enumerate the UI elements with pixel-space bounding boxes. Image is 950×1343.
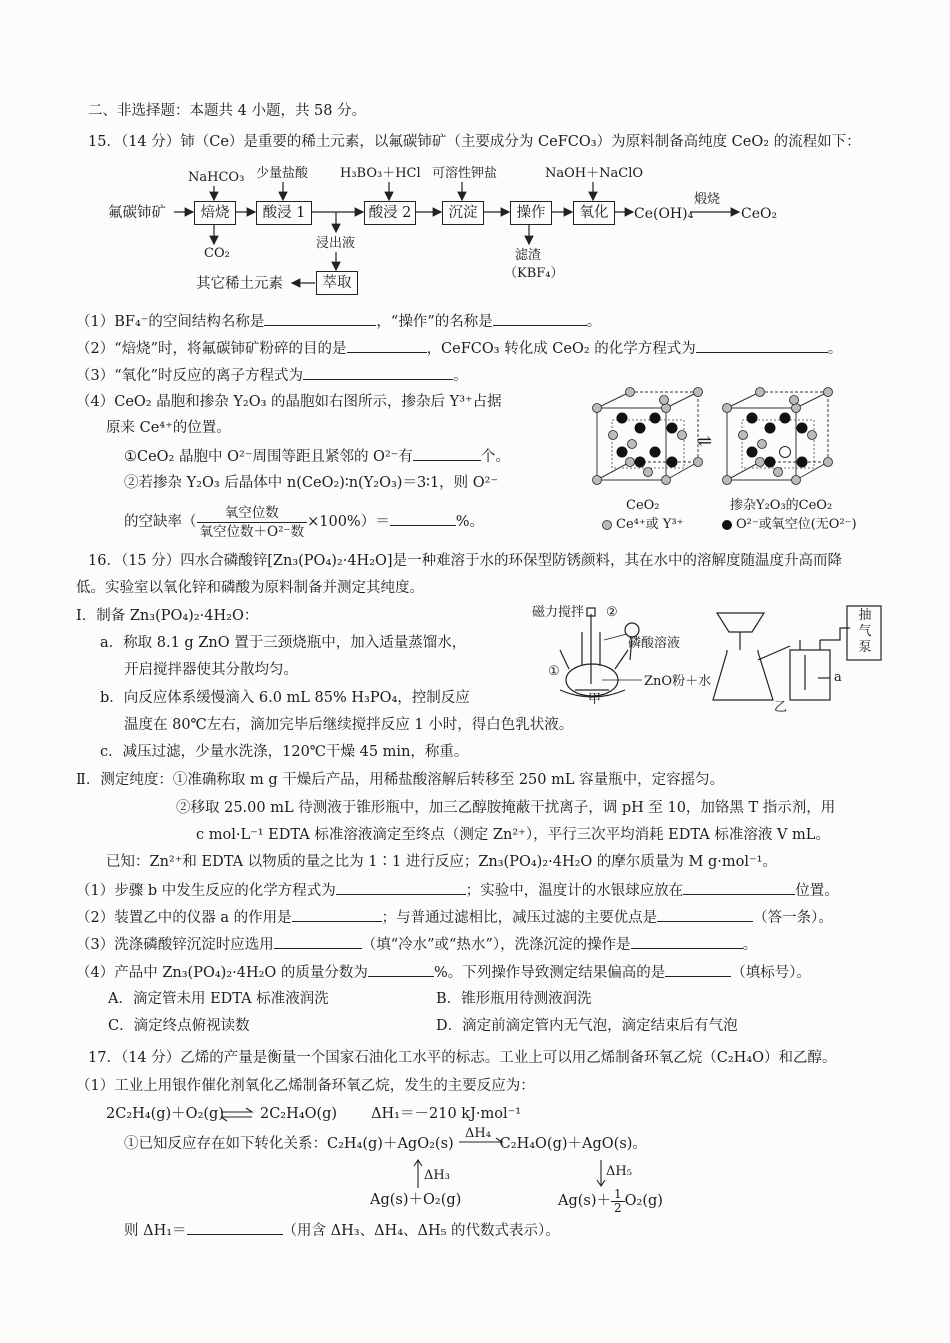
q16-part2-line1: Ⅱ．测定纯度：①准确称取 m g 干燥后产品，用稀盐酸溶解后转移至 250 mL 容量瓶中，定容摇匀。	[76, 772, 725, 788]
q15-p2: （2）“焙烧”时，将氟碳铈矿粉碎的目的是 ，CeFCO₃ 转化成 CeO₂ 的化学方程式为 。	[76, 338, 842, 359]
q17-ag2: Ag(s)＋ $\frac{1}{2}$ O₂(g)	[558, 1186, 663, 1215]
q16-step-b1: b．向反应体系缓慢滴入 6.0 mL 85% H₃PO₄，控制反应	[100, 690, 470, 706]
option-a[interactable]: A．滴定管未用 EDTA 标准液润洗	[108, 991, 329, 1007]
q15-p1: （1）BF₄⁻的空间结构名称是 ，“操作”的名称是 。	[76, 311, 601, 332]
q16-p4: （4）产品中 Zn₃(PO₄)₂·4H₂O 的质量分数为 %。下列操作导致测定结果偏高的是 （填标号）。	[76, 962, 811, 983]
box-operation: 操作	[510, 201, 552, 225]
q17-eq: 2C₂H₄(g)＋O₂(g) 2C₂H₄O(g) ΔH₁＝－210 kJ·mol⁻¹	[106, 1106, 522, 1122]
flow-ceo2: CeO₂	[741, 206, 778, 222]
option-b[interactable]: B．锥形瓶用待测液润洗	[436, 991, 592, 1007]
legend-ce: Ce⁴⁺或 Y³⁺	[616, 517, 684, 532]
q16-known: 已知：Zn²⁺和 EDTA 以物质的量之比为 1∶1 进行反应；Zn₃(PO₄)₂·4H₂O 的摩尔质量为 M g·mol⁻¹。	[106, 854, 777, 870]
blank-q17-1[interactable]	[187, 1220, 283, 1235]
reagent-h3bo3: H₃BO₃＋HCl	[340, 166, 421, 181]
q16-p3: （3）洗涤磷酸锌沉淀时应选用 （填“冷水”或“热水”），洗涤沉淀的操作是 。	[76, 934, 757, 955]
flow-calcine: 煅烧	[694, 192, 721, 207]
q15-p4c: ①CeO₂ 晶胞中 O²⁻周围等距且紧邻的 O²⁻有 个。	[124, 446, 510, 467]
reagent-hcl-small: 少量盐酸	[256, 166, 309, 181]
app-stir: 磁力搅拌	[532, 605, 585, 620]
app-pump: 抽气泵	[858, 608, 872, 655]
flow-residue: 滤渣	[515, 248, 542, 263]
vacancy-fraction: $\frac{\text{氧空位数}}{\text{氧空位数＋O²⁻数}}$	[197, 504, 308, 541]
q16-step-a1: a．称取 8.1 g ZnO 置于三颈烧瓶中，加入适量蒸馏水，	[100, 635, 467, 651]
box-extract: 萃取	[316, 271, 358, 295]
q16-intro1: 16．（15 分）四水合磷酸锌[Zn₃(PO₄)₂·4H₂O]是一种难溶于水的环保型防锈颜料，其在水中的溶解度随温度升高而降	[88, 553, 843, 569]
flow-start: 氟碳铈矿	[108, 205, 166, 221]
q15-p4b: 原来 Ce⁴⁺的位置。	[106, 420, 231, 436]
flow-leachate: 浸出液	[316, 236, 356, 251]
q17-dh3: ΔH₃	[424, 1168, 450, 1183]
q17-dh5: ΔH₅	[606, 1164, 632, 1179]
equilibrium-arrow: ⇌	[697, 431, 713, 452]
crystal-right-label: 掺杂Y₂O₃的CeO₂	[730, 498, 833, 513]
q16-step-c: c．减压过滤，少量水洗涤，120℃干燥 45 min，称重。	[100, 744, 469, 760]
q16-intro2: 低。实验室以氧化锌和磷酸为原料制备并测定其纯度。	[76, 580, 424, 596]
box-precip: 沉淀	[442, 201, 484, 225]
flow-ceoh4: Ce(OH)₄	[634, 206, 694, 222]
box-leach1: 酸浸 1	[256, 201, 312, 225]
q17-ag1: Ag(s)＋O₂(g)	[370, 1192, 462, 1208]
reagent-naoh: NaOH＋NaClO	[545, 166, 644, 181]
q16-part2-line2: ②移取 25.00 mL 待测液于锥形瓶中，加三乙醇胺掩蔽干扰离子，调 pH 至 10，加铬黑 T 指示剂，用	[176, 800, 836, 816]
q16-part2-line3: c mol·L⁻¹ EDTA 标准溶液滴定至终点（测定 Zn²⁺），平行三次平均消耗 EDTA 标准溶液 V mL。	[196, 827, 830, 843]
option-c[interactable]: C．滴定终点俯视读数	[108, 1018, 250, 1034]
q17-c1: ①已知反应存在如下转化关系：C₂H₄(g)＋AgO₂(s) C₂H₄O(g)＋AgO(s)。	[124, 1136, 647, 1152]
q15-p4a: （4）CeO₂ 晶胞和掺杂 Y₂O₃ 的晶胞如右图所示，掺杂后 Y³⁺占据	[76, 394, 502, 410]
app-n2: ②	[606, 605, 618, 620]
app-jia: 甲	[588, 692, 602, 707]
q16-step-b2: 温度在 80℃左右，滴加完毕后继续搅拌反应 1 小时，得白色乳状液。	[124, 717, 574, 733]
app-acid: 磷酸溶液	[628, 636, 681, 651]
app-zno: ZnO粉＋水	[644, 674, 712, 689]
flow-residue-kbf4: （KBF₄）	[504, 266, 564, 281]
crystal-left-label: CeO₂	[626, 498, 660, 513]
q16-p2: （2）装置乙中的仪器 a 的作用是 ；与普通过滤相比，减压过滤的主要优点是 （答一条）。	[76, 907, 833, 928]
section-header: 二、非选择题：本题共 4 小题，共 58 分。	[88, 103, 367, 119]
app-a: a	[834, 670, 842, 685]
q17-p1: （1）工业上用银作催化剂氧化乙烯制备环氧乙烷，发生的主要反应为：	[76, 1078, 535, 1094]
q16-p1: （1）步骤 b 中发生反应的化学方程式为 ；实验中，温度计的水银球应放在 位置。	[76, 880, 839, 901]
q15-intro: 15．（14 分）铈（Ce）是重要的稀土元素，以氟碳铈矿（主要成分为 CeFCO₃）为原料制备高纯度 CeO₂ 的流程如下：	[88, 134, 861, 150]
option-d[interactable]: D．滴定前滴定管内无气泡，滴定结束后有气泡	[436, 1018, 738, 1034]
reagent-potassium: 可溶性钾盐	[432, 166, 498, 181]
q15-p3: （3）“氧化”时反应的离子方程式为 。	[76, 365, 468, 386]
box-oxidize: 氧化	[573, 201, 615, 225]
box-roast: 焙烧	[194, 201, 236, 225]
legend-o: O²⁻或氧空位(无O²⁻)	[736, 517, 857, 532]
q17-intro: 17．（14 分）乙烯的产量是衡量一个国家石油化工水平的标志。工业上可以用乙烯制备环氧乙烷（C₂H₄O）和乙醇。	[88, 1050, 837, 1066]
q15-p4e: 的空缺率（ $\frac{\text{氧空位数}}{\text{氧空位数＋O²⁻数}}$ ×100%）＝ %。	[124, 504, 484, 540]
q16-step-a2: 开启搅拌器使其分散均匀。	[124, 662, 298, 678]
q17-then: 则 ΔH₁＝ （用含 ΔH₃、ΔH₄、ΔH₅ 的代数式表示）。	[124, 1220, 560, 1241]
flow-co2: CO₂	[204, 246, 230, 261]
app-yi: 乙	[774, 700, 788, 715]
reagent-nahco3: NaHCO₃	[188, 170, 245, 185]
q15-p4d: ②若掺杂 Y₂O₃ 后晶体中 n(CeO₂)∶n(Y₂O₃)＝3∶1，则 O²⁻	[124, 475, 499, 491]
q17-dh4: ΔH₄	[465, 1126, 491, 1141]
flow-other-re: 其它稀土元素	[196, 276, 283, 292]
q16-part1: Ⅰ．制备 Zn₃(PO₄)₂·4H₂O：	[76, 608, 259, 624]
app-n1: ①	[548, 664, 560, 679]
box-leach2: 酸浸 2	[364, 201, 416, 225]
